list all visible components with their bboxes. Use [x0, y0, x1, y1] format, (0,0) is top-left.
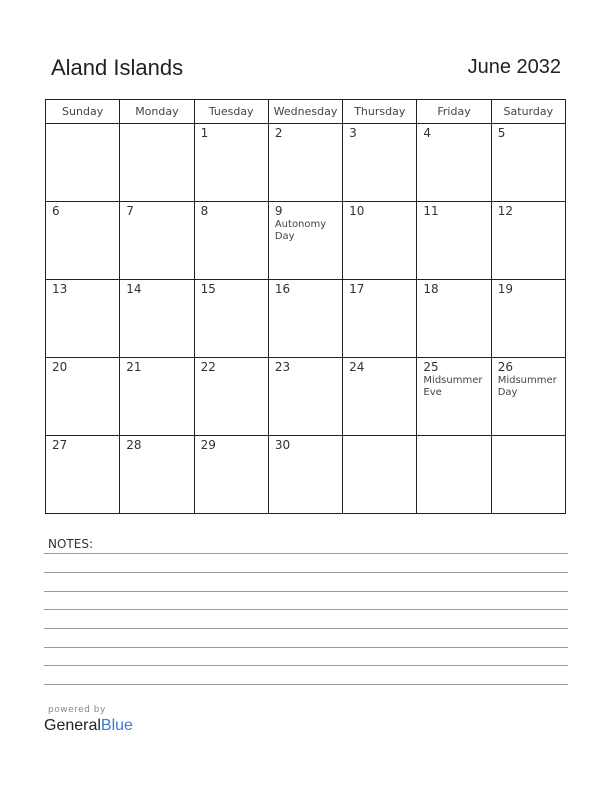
day-number: 12: [497, 204, 513, 218]
day-cell: [46, 436, 120, 514]
holiday-label: Autonomy Day: [274, 219, 327, 242]
holiday-label: [343, 374, 413, 375]
day-number: 30: [274, 438, 291, 452]
week-row: [46, 280, 566, 358]
holiday-label: [492, 140, 562, 141]
day-cell: [343, 358, 417, 436]
holiday-label: [46, 218, 116, 219]
holiday-label: [46, 127, 116, 128]
day-cell: [343, 436, 417, 514]
holiday-label: [417, 439, 487, 440]
day-cell: [268, 358, 342, 436]
day-cell: [120, 124, 194, 202]
day-number: 17: [349, 282, 365, 296]
day-number: 4: [423, 126, 432, 140]
day-cell: [194, 436, 268, 514]
week-row: [46, 202, 566, 280]
day-number: 20: [52, 360, 68, 374]
day-number: 13: [52, 282, 68, 296]
holiday-label: [343, 296, 413, 297]
day-cell: [120, 280, 194, 358]
weekday-thursday: Thursday: [343, 100, 417, 124]
note-line: [44, 684, 568, 685]
day-number: 14: [126, 282, 142, 296]
note-line: [44, 647, 568, 648]
day-cell: [46, 202, 120, 280]
holiday-label: [492, 439, 562, 440]
holiday-label: [417, 218, 487, 219]
day-number: 26: [497, 360, 513, 374]
weekday-tuesday: Tuesday: [194, 100, 268, 124]
day-cell: [120, 436, 194, 514]
day-cell: [417, 124, 491, 202]
weekday-monday: Monday: [120, 100, 194, 124]
holiday-label: [195, 218, 265, 219]
weekday-friday: Friday: [417, 100, 491, 124]
day-cell: [343, 124, 417, 202]
day-cell: [46, 358, 120, 436]
day-number: 3: [349, 126, 357, 140]
day-number: 28: [126, 438, 142, 452]
holiday-label: [417, 140, 487, 141]
day-cell: [417, 202, 491, 280]
day-cell: [46, 280, 120, 358]
holiday-label: [492, 296, 562, 297]
brand-logo-general: General: [44, 717, 101, 734]
day-cell: [194, 358, 268, 436]
day-cell: [268, 280, 342, 358]
holiday-label: [195, 140, 265, 141]
day-number: 24: [349, 360, 365, 374]
day-cell: [343, 202, 417, 280]
day-cell: [491, 280, 565, 358]
week-row: [46, 124, 566, 202]
day-cell: [268, 124, 342, 202]
day-cell: [268, 202, 342, 280]
weekday-header-row: [46, 100, 566, 124]
day-number: 7: [126, 204, 134, 218]
day-number: 22: [200, 360, 216, 374]
holiday-label: [269, 140, 339, 141]
holiday-label: [120, 374, 190, 375]
holiday-label: [195, 296, 265, 297]
day-number: 11: [423, 204, 439, 218]
holiday-label: [417, 296, 487, 297]
day-number: 9: [274, 204, 283, 218]
holiday-label: [46, 374, 116, 375]
holiday-label: [46, 296, 116, 297]
holiday-label: [269, 296, 339, 297]
holiday-label: Midsummer Eve: [423, 375, 483, 398]
day-cell: [491, 358, 565, 436]
holiday-label: [343, 140, 413, 141]
day-number: 25: [423, 360, 439, 374]
calendar-grid: [45, 99, 566, 514]
day-number: 2: [274, 126, 283, 140]
holiday-label: [120, 296, 190, 297]
calendar-month-year: June 2032: [467, 56, 561, 78]
weekday-saturday: Saturday: [491, 100, 565, 124]
holiday-label: [195, 374, 265, 375]
holiday-label: [343, 439, 413, 440]
day-number: 21: [126, 360, 142, 374]
day-cell: [491, 202, 565, 280]
note-line: [44, 572, 568, 573]
day-number: 5: [497, 126, 506, 140]
day-number: 1: [200, 126, 209, 140]
holiday-label: [120, 127, 190, 128]
day-cell: [417, 436, 491, 514]
day-cell: [417, 358, 491, 436]
day-number: 15: [200, 282, 216, 296]
day-cell: [194, 280, 268, 358]
weekday-sunday: Sunday: [46, 100, 120, 124]
day-cell: [491, 436, 565, 514]
day-number: 8: [200, 204, 209, 218]
day-number: 27: [52, 438, 68, 452]
day-number: 23: [274, 360, 291, 374]
holiday-label: [269, 374, 339, 375]
day-cell: [46, 124, 120, 202]
day-number: 29: [200, 438, 216, 452]
note-line: [44, 553, 568, 554]
note-line: [44, 665, 568, 666]
note-line: [44, 609, 568, 610]
holiday-label: [120, 452, 190, 453]
day-cell: [194, 124, 268, 202]
powered-by-text: powered by: [48, 705, 106, 715]
day-cell: [268, 436, 342, 514]
day-cell: [194, 202, 268, 280]
holiday-label: [195, 452, 265, 453]
note-line: [44, 628, 568, 629]
holiday-label: [492, 218, 562, 219]
day-cell: [343, 280, 417, 358]
day-number: 18: [423, 282, 439, 296]
week-row: [46, 358, 566, 436]
week-row: [46, 436, 566, 514]
holiday-label: [120, 218, 190, 219]
holiday-label: [343, 218, 413, 219]
day-cell: [491, 124, 565, 202]
holiday-label: [46, 452, 116, 453]
day-cell: [417, 280, 491, 358]
day-number: 19: [497, 282, 513, 296]
day-cell: [120, 202, 194, 280]
holiday-label: [269, 452, 339, 453]
weekday-wednesday: Wednesday: [268, 100, 342, 124]
calendar-region-title: Aland Islands: [51, 55, 184, 80]
day-number: 10: [349, 204, 365, 218]
day-cell: [120, 358, 194, 436]
brand-logo-blue: Blue: [100, 717, 133, 734]
holiday-label: Midsummer Day: [497, 375, 557, 398]
note-line: [44, 591, 568, 592]
notes-label: NOTES:: [48, 537, 93, 551]
day-number: 6: [52, 204, 60, 218]
brand-logo[interactable]: [44, 717, 133, 735]
day-number: 16: [274, 282, 291, 296]
